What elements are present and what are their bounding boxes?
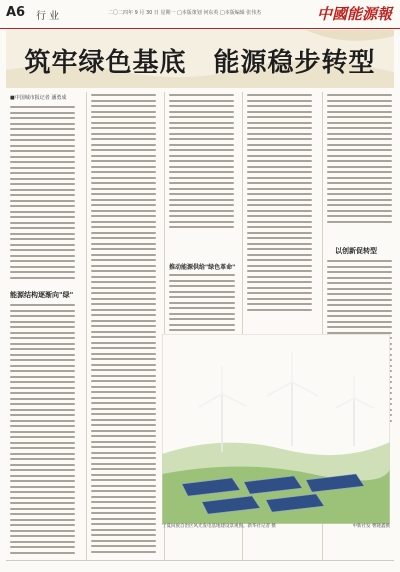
subhead-3: 以创新促转型: [335, 247, 377, 255]
article-title: 筑牢绿色基底 能源稳步转型: [24, 48, 376, 78]
subhead-2: 推动能源供给"绿色革命": [169, 264, 236, 271]
column-1-text-lines-2: [10, 304, 75, 557]
column-3-text-lines: [169, 94, 234, 232]
subhead-1: 能源结构逐渐向"绿": [10, 291, 74, 299]
illustration-caption: [162, 524, 390, 530]
page-footer: [6, 560, 394, 571]
byline: ■中国城市报记者 潘勇成: [10, 95, 67, 101]
column-4-text-lines: [247, 94, 312, 314]
column-1: [6, 92, 78, 560]
energy-illustration: [162, 334, 390, 524]
column-1-text-lines: [10, 106, 75, 282]
caption-text: 宁夏回族自治区风光发电基地建设景观图。新华社记者 摄: [162, 524, 276, 529]
section-number: A6: [6, 5, 26, 20]
headline-banner: [6, 30, 394, 88]
masthead-logo: 中國能源報: [316, 5, 392, 23]
header-rule: [0, 28, 400, 29]
column-2-text-lines: [91, 94, 156, 556]
column-5-text-lines: [327, 94, 392, 226]
wind-solar-illustration: [162, 334, 390, 524]
dateline: 二〇二四年 9 月 30 日 星期一 □本版策划 何东英 □本版编辑 张伟杰: [108, 10, 262, 16]
page-header: [0, 0, 400, 28]
section-name: 行 业: [36, 11, 60, 22]
column-2: [86, 92, 159, 560]
photo-credit: 中新社发 曹隆鑫摄: [352, 524, 390, 529]
